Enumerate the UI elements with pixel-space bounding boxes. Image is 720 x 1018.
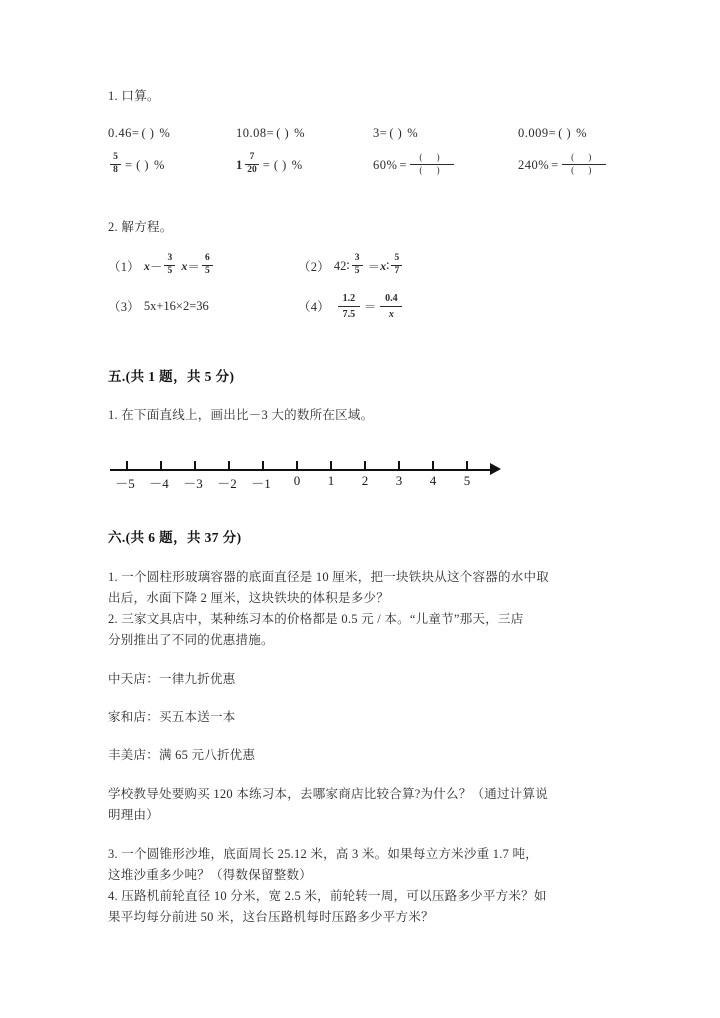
section-five-block <box>108 365 626 496</box>
store-offer-item: 家和店：买五本送一本 <box>108 710 236 725</box>
fraction-1.2-over-7.5 <box>338 293 360 320</box>
arrow-right-icon <box>490 463 501 475</box>
fraction-denominator-blank[interactable]: ( ) <box>571 164 598 175</box>
oral-item-60-percent <box>373 154 518 177</box>
problem-1-row-1 <box>108 126 626 141</box>
percent-sign-1: % <box>294 126 305 140</box>
oral-item-10.08 <box>236 126 373 141</box>
fraction-3-5 <box>352 254 363 277</box>
fraction-0.4-over-x <box>380 293 402 320</box>
answer-blank-4[interactable]: ( ) <box>136 157 150 172</box>
percent-sign-2: % <box>407 126 418 140</box>
fraction-denominator: 5 <box>205 265 210 276</box>
oral-item-3 <box>373 126 518 141</box>
mixed-whole-number: 1 <box>236 157 243 172</box>
problem-1-heading: 1. 口算。 <box>108 89 160 103</box>
fraction-denominator: 7 <box>394 265 400 276</box>
fraction-denominator: 5 <box>354 265 360 276</box>
oral-left-3: 0.009= <box>518 126 557 140</box>
equation-grid <box>108 252 626 320</box>
problem-1-block <box>108 86 626 177</box>
fraction-5-8 <box>110 153 121 176</box>
number-line-tick <box>466 461 468 470</box>
number-line <box>110 448 626 496</box>
fraction-numerator: 3 <box>354 252 360 263</box>
question-4-line-1: 4. 压路机前轮直径 10 分米，宽 2.5 米，前轮转一周，可以压路多少平方米？如 <box>108 889 547 904</box>
equation-2-colon-2: ∶ <box>386 259 390 274</box>
number-line-label-4: 4 <box>429 473 437 489</box>
number-line-tick <box>228 461 230 470</box>
equation-2 <box>298 252 626 278</box>
answer-blank-2[interactable]: ( ) <box>389 126 403 140</box>
question-1-line-2: 出后，水面下降 2 厘米，这块铁块的体积是多少？ <box>108 591 390 606</box>
equation-2-colon-1: ∶ <box>346 259 350 274</box>
number-line-label--4: －4 <box>149 476 169 492</box>
equation-1-equals: ＝ <box>187 260 200 275</box>
question-2-followup-line-1: 学校教导处要购买 120 本练习本，去哪家商店比较合算?为什么？（通过计算说 <box>108 787 549 802</box>
fraction-numerator: 3 <box>167 252 173 263</box>
equals-sign-4: = <box>125 157 133 172</box>
question-2-line-1: 2. 三家文具店中，某种练习本的价格都是 0.5 元 / 本。“儿童节”那天，三店 <box>108 612 524 627</box>
fraction-bar <box>338 306 360 307</box>
fraction-denominator: x <box>388 308 394 320</box>
number-line-label--2: －2 <box>217 476 237 492</box>
equation-4-equals: ＝ <box>363 300 377 315</box>
number-line-label--1: －1 <box>251 476 271 492</box>
question-1-line-1: 1. 一个圆柱形玻璃容器的底面直径是 10 厘米，把一块铁块从这个容器的水中取 <box>108 570 550 585</box>
oral-item-0.46 <box>108 126 236 141</box>
equation-1-label: （1） <box>108 260 140 275</box>
question-3-line-1: 3. 一个圆锥形沙堆，底面周长 25.12 米，高 3 米。如果每立方米沙重 1.7 吨， <box>108 847 539 862</box>
number-line-label-3: 3 <box>395 473 403 489</box>
number-line-label-1: 1 <box>327 473 335 489</box>
store-offer-item: 中天店：一律九折优惠 <box>108 672 236 687</box>
equation-2-a: 42 <box>333 258 347 273</box>
equation-2-equals: ＝ <box>367 260 381 275</box>
number-line-tick <box>262 461 264 470</box>
oral-left-2: 3= <box>373 126 388 140</box>
fraction-blank-60[interactable] <box>410 153 454 176</box>
equation-1-var1: x <box>143 258 150 273</box>
section-six-question-3 <box>108 844 626 886</box>
question-4-line-2: 果平均每分前进 50 米，这台压路机每时压路多少平方米？ <box>108 910 434 925</box>
oral-left-0: 0.46= <box>108 126 140 140</box>
number-line-tick <box>364 461 366 470</box>
number-line-axis <box>110 469 492 471</box>
section-five-question: 1. 在下面直线上，画出比－3 大的数所在区域。 <box>108 408 374 423</box>
number-line-tick <box>398 461 400 470</box>
equals-sign-7: = <box>551 157 559 172</box>
equation-2-label: （2） <box>298 260 330 275</box>
question-2-line-2: 分别推出了不同的优惠措施。 <box>108 633 274 648</box>
equation-4-label: （4） <box>298 300 330 315</box>
equals-sign-6: = <box>399 157 407 172</box>
equation-2-var: x <box>380 258 387 273</box>
fraction-3-5 <box>164 254 175 277</box>
fraction-numerator: 1.2 <box>342 292 356 304</box>
problem-1-row-2 <box>108 154 626 177</box>
percent-sign-4: % <box>154 157 165 172</box>
fraction-bar <box>380 306 402 307</box>
number-line-tick <box>160 461 162 470</box>
fraction-denominator: 5 <box>167 265 173 276</box>
store-offer-list <box>108 669 626 766</box>
oral-left-1: 10.08= <box>236 126 275 140</box>
number-line-tick <box>126 461 128 470</box>
section-six-question-4 <box>108 886 626 928</box>
question-3-line-2: 这堆沙重多少吨？（得数保留整数） <box>108 868 313 883</box>
percent-value-240: 240% <box>518 157 550 172</box>
fraction-6-5 <box>202 254 213 277</box>
section-six-question-1 <box>108 567 626 609</box>
equation-3-expression: 5x+16×2=36 <box>143 298 209 313</box>
percent-sign-5: % <box>291 157 303 172</box>
fraction-numerator-blank[interactable]: ( ) <box>571 152 598 163</box>
answer-blank-5[interactable]: ( ) <box>273 157 287 172</box>
number-line-label-5: 5 <box>463 473 471 489</box>
equation-4 <box>298 293 626 320</box>
question-2-followup-line-2: 明理由） <box>108 808 160 823</box>
number-line-label--3: －3 <box>183 476 203 492</box>
fraction-5-7 <box>391 254 402 277</box>
fraction-numerator: 0.4 <box>385 292 398 304</box>
percent-value-60: 60% <box>373 157 398 172</box>
section-six-block <box>108 526 626 928</box>
oral-item-mixed-1-7-20 <box>236 154 373 177</box>
number-line-label-0: 0 <box>293 473 301 489</box>
fraction-numerator: 7 <box>249 152 255 162</box>
fraction-denominator: 20 <box>247 164 257 175</box>
fraction-denominator: 7.5 <box>342 308 356 320</box>
equation-1-minus: － <box>149 260 163 275</box>
oral-item-240-percent <box>518 154 606 177</box>
question-2-followup <box>108 784 626 826</box>
fraction-denominator-blank[interactable]: ( ) <box>419 164 446 175</box>
equation-1 <box>108 252 298 278</box>
equation-3-label: （3） <box>108 300 140 315</box>
equation-1-var2: x <box>181 258 188 273</box>
oral-item-0.009 <box>518 126 587 141</box>
fraction-7-20 <box>245 153 259 176</box>
answer-blank-0[interactable]: ( ) <box>141 126 155 140</box>
fraction-numerator: 5 <box>113 152 118 162</box>
fraction-numerator: 6 <box>205 252 210 263</box>
section-six-question-2 <box>108 609 626 651</box>
number-line-tick <box>296 461 298 470</box>
number-line-tick <box>194 461 196 470</box>
number-line-label--5: －5 <box>115 476 135 492</box>
fraction-denominator: 8 <box>113 164 118 175</box>
number-line-label-2: 2 <box>361 473 369 489</box>
percent-sign-0: % <box>159 126 170 140</box>
fraction-numerator: 5 <box>394 252 400 263</box>
section-five-heading: 五.(共 1 题，共 5 分) <box>108 369 235 385</box>
equation-3 <box>108 293 298 320</box>
equals-sign-5: = <box>262 157 270 172</box>
number-line-tick <box>432 461 434 470</box>
section-six-heading: 六.(共 6 题，共 37 分) <box>108 530 242 546</box>
fraction-numerator-blank[interactable]: ( ) <box>419 152 446 163</box>
answer-blank-3[interactable]: ( ) <box>558 126 572 140</box>
answer-blank-1[interactable]: ( ) <box>276 126 290 140</box>
store-offer-item: 丰美店：满 65 元八折优惠 <box>108 748 256 763</box>
percent-sign-3: % <box>576 126 587 140</box>
problem-2-block <box>108 217 626 320</box>
worksheet-content <box>108 86 626 928</box>
number-line-tick <box>330 461 332 470</box>
oral-item-five-eighths <box>108 154 236 177</box>
fraction-blank-240[interactable] <box>562 153 606 176</box>
problem-2-heading: 2. 解方程。 <box>108 219 173 234</box>
